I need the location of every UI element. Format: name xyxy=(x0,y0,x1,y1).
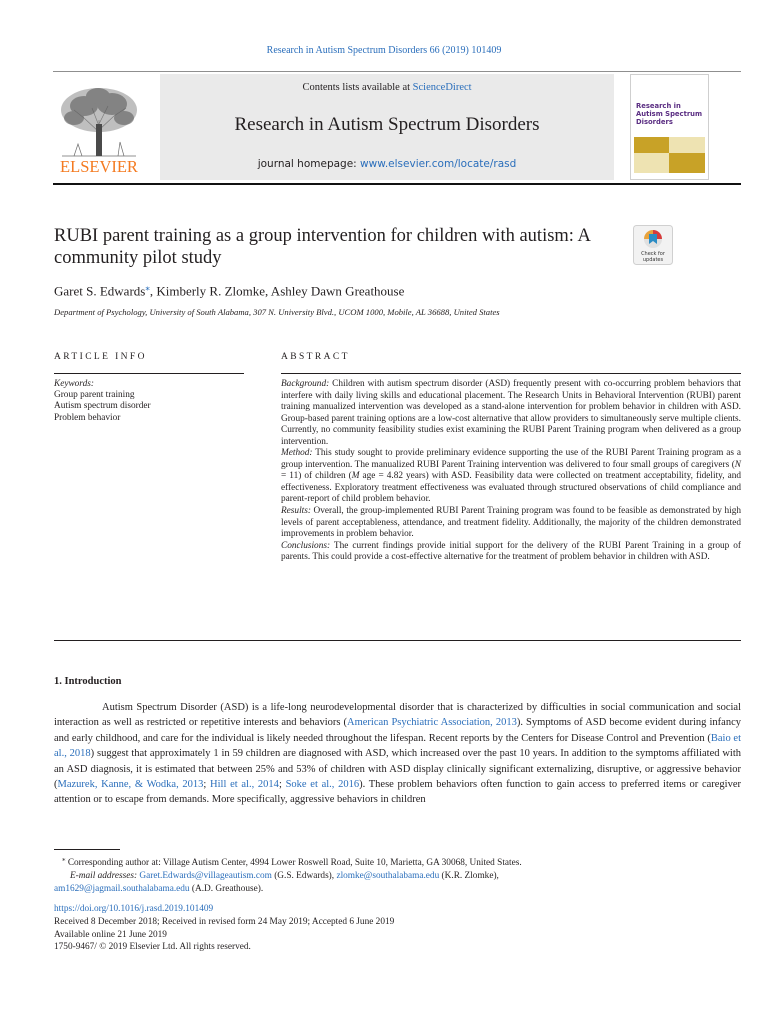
email-owner: (G.S. Edwards), xyxy=(271,870,337,881)
elsevier-tree-icon xyxy=(54,80,144,176)
check-updates-line2: updates xyxy=(642,257,664,263)
email-footnote-continued xyxy=(54,883,741,896)
received-dates: Received 8 December 2018; Received in revised form 24 May 2019; Accepted 6 June 2019 xyxy=(54,916,395,927)
journal-homepage-link[interactable]: www.elsevier.com/locate/rasd xyxy=(360,158,517,170)
cover-block xyxy=(669,137,705,153)
footnotes xyxy=(54,853,741,895)
abstract-method-n: N xyxy=(734,459,741,470)
article-title: RUBI parent training as a group intervention for children with autism: A community pilot study xyxy=(54,226,590,268)
citation-link[interactable]: Soke et al., 2016 xyxy=(285,779,360,791)
body-text-run: ). Symptoms of ASD become evident during infancy and early childhood, and care for the individual is likely needed throughout the lifespan. Recent reports by the Centers for Disease Control and Prevention ( xyxy=(54,717,741,744)
email-owner: (A.D. Greathouse). xyxy=(189,883,264,894)
abstract-body xyxy=(281,379,741,564)
abstract-rule xyxy=(281,373,741,374)
citation-link[interactable]: Mazurek, Kanne, & Wodka, 2013 xyxy=(57,779,204,791)
elsevier-logo[interactable] xyxy=(54,80,144,176)
corresponding-author-footnote xyxy=(54,853,741,870)
check-updates-line1: Check for xyxy=(641,251,665,257)
contents-line xyxy=(160,82,614,93)
email-owner: (K.R. Zlomke), xyxy=(439,870,499,881)
cover-title: Research in Autism Spectrum Disorders xyxy=(636,102,703,126)
email-link[interactable]: zlomke@southalabama.edu xyxy=(336,870,440,881)
email-link[interactable]: Garet.Edwards@villageautism.com xyxy=(139,870,272,881)
email-link[interactable]: am1629@jagmail.southalabama.edu xyxy=(54,883,190,894)
abstract-background xyxy=(281,379,741,448)
email-label: E-mail addresses: xyxy=(70,870,138,881)
abstract-conclusions-text: The current findings provide initial support for the delivery of the RUBI Parent Training in a group of parents. This could provide a cost-effective alternative for the treatment of problem behavior in children with ASD. xyxy=(281,540,741,563)
contents-prefix: Contents lists available at xyxy=(302,82,413,93)
abstract-results-text: Overall, the group-implemented RUBI Parent Training program was found to be feasible as demonstrated by high levels of parent acceptableness, attendance, and treatment fidelity. Additionally, the majority of the children demonstrated improvements in problem behavior. xyxy=(281,506,741,540)
header-top-rule xyxy=(53,71,741,72)
corresponding-author-mark[interactable]: ⁎ xyxy=(145,282,150,292)
cover-block xyxy=(669,153,705,173)
body-text-run: Autism Spectrum Disorder (ASD) is a life-long neurodevelopmental disorder that is characterized by difficulties in social communication and social interaction as well as restricted or repetitive interests and behaviors ( xyxy=(54,702,741,729)
abstract-results xyxy=(281,506,741,541)
abstract-heading: ABSTRACT xyxy=(281,352,350,362)
sciencedirect-link[interactable]: ScienceDirect xyxy=(412,82,472,93)
citation-link[interactable]: Baio et al., 2018 xyxy=(54,732,741,760)
abstract-bottom-rule xyxy=(54,640,741,641)
copyright-line: 1750-9467/ © 2019 Elsevier Ltd. All rights reserved. xyxy=(54,942,251,953)
abstract-method-text: This study sought to provide preliminary evidence supporting the use of the RUBI Parent Training program as a group intervention. The manualized RUBI Parent Training intervention was delivered to four small groups of caregivers ( xyxy=(281,448,741,470)
body-text-run: ) suggest that approximately 1 in 59 children are diagnosed with ASD, which increased over the past 10 years. In addition to the symptoms affiliated with an ASD diagnosis, it is estimated that between 25% and 53% of children with ASD display clinically significant externalizing, disruptive, or aggressive behavior ( xyxy=(54,748,742,791)
body-text-run: ). These problem behaviors often function to gain access to preferred items or caregiver attention or to escape from demands. More specifically, aggressive behaviors in children xyxy=(54,779,742,806)
abstract-results-label: Results: xyxy=(281,506,311,517)
check-for-updates-button[interactable] xyxy=(633,225,673,265)
doi-link[interactable]: https://doi.org/10.1016/j.rasd.2019.101409 xyxy=(54,904,214,914)
publication-info xyxy=(54,903,741,954)
header-bottom-rule xyxy=(53,183,741,185)
introduction-body xyxy=(54,700,741,808)
footnote-rule xyxy=(54,849,120,850)
abstract-method xyxy=(281,448,741,506)
keywords-label: Keywords: xyxy=(54,379,94,389)
author-names-rest: , Kimberly R. Zlomke, Ashley Dawn Greathouse xyxy=(149,283,405,299)
online-date: Available online 21 June 2019 xyxy=(54,929,167,940)
author-name: Garet S. Edwards xyxy=(54,283,146,299)
journal-cover-thumbnail[interactable] xyxy=(630,74,709,180)
email-footnote xyxy=(54,870,741,883)
abstract-background-text: Children with autism spectrum disorder (ASD) frequently present with co-occurring problem behaviors that interfere with daily living skills and educational placement. The Research Units in Behavioral Intervention (RUBI) parent training manualized intervention was developed as a stand-alone intervention for problem behavior in children with ASD. Group-based parent training options are a low-cost alternative that allow providers to simultaneously serve multiple clients. Currently, no community feasibility studies exist examining the RUBI Parent Training program when delivered as a group intervention. xyxy=(281,379,742,447)
abstract-method-text: = 11) of children ( xyxy=(281,471,352,482)
section-heading-introduction: 1. Introduction xyxy=(54,676,122,687)
running-head-citation[interactable]: Research in Autism Spectrum Disorders 66 (2019) 101409 xyxy=(266,45,502,56)
citation-link[interactable]: American Psychiatric Association, 2013 xyxy=(347,717,517,729)
check-for-updates-icon xyxy=(633,225,673,265)
elsevier-wordmark: ELSEVIER xyxy=(60,157,138,176)
keyword-item: Problem behavior xyxy=(54,412,121,423)
article-info-heading: ARTICLE INFO xyxy=(54,352,147,362)
introduction-paragraph xyxy=(54,700,741,808)
cover-block xyxy=(634,137,669,153)
citation-separator: ; xyxy=(203,779,211,791)
journal-title: Research in Autism Spectrum Disorders xyxy=(234,114,540,135)
article-info-rule xyxy=(54,373,244,374)
homepage-prefix: journal homepage: xyxy=(257,158,361,170)
author-list xyxy=(54,282,654,299)
abstract-background-label: Background: xyxy=(281,379,330,389)
journal-homepage-line xyxy=(160,158,614,170)
abstract-conclusions-label: Conclusions: xyxy=(281,540,331,551)
abstract-conclusions xyxy=(281,541,741,564)
keyword-item: Autism spectrum disorder xyxy=(54,401,151,412)
keywords-block xyxy=(54,379,244,424)
abstract-method-label: Method: xyxy=(281,448,313,459)
footnote-mark: ⁎ xyxy=(62,855,66,863)
citation-separator: ; xyxy=(278,779,286,791)
abstract-method-text: age = 4.82 years) with ASD. Feasibility data were collected on treatment acceptability, fidelity, and effectiveness. Exploratory treatment effectiveness was evaluated through structured observations of child compliance and parent-report of child problem behavior. xyxy=(281,471,742,505)
cover-block xyxy=(634,153,669,173)
abstract-method-m: M xyxy=(351,471,360,482)
footnote-text: Corresponding author at: Village Autism Center, 4994 Lower Roswell Road, Suite 10, Marietta, GA 30068, United States. xyxy=(65,858,522,869)
affiliation: Department of Psychology, University of South Alabama, 307 N. University Blvd., UCOM 1000, Mobile, AL 36688, United States xyxy=(54,307,500,317)
citation-link[interactable]: Hill et al., 2014 xyxy=(210,779,279,791)
keyword-item: Group parent training xyxy=(54,390,135,401)
